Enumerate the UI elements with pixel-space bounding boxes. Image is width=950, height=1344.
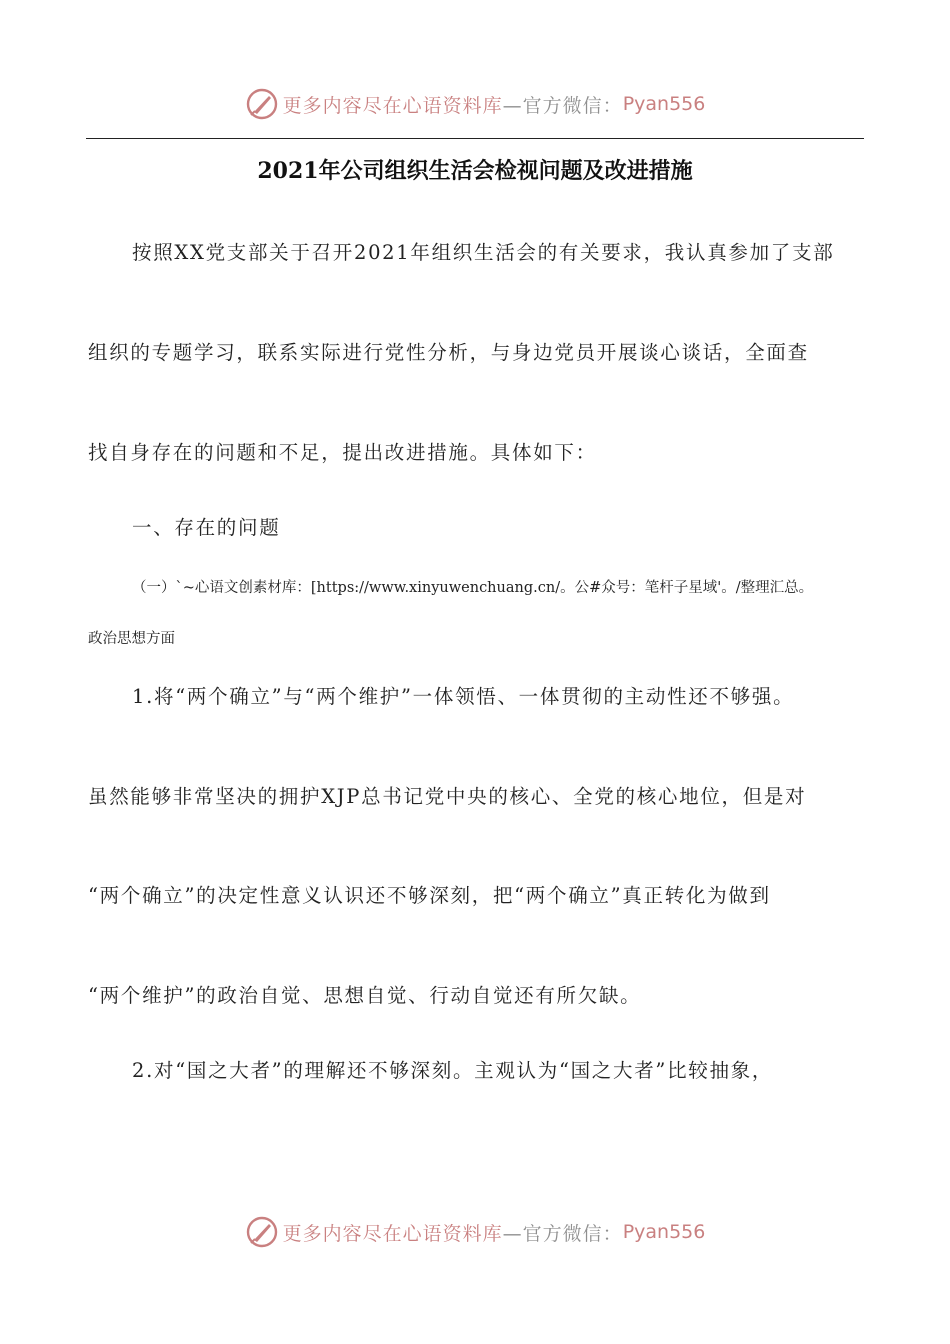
subsection-heading: （一）`~心语文创素材库：[https://www.xinyuwenchuang.cn/。公#众号：笔杆子星域'。/整理汇总。 xyxy=(132,580,814,596)
footer-brand-id: Pyan556 xyxy=(622,1221,706,1243)
header-brand-sub: —官方微信： xyxy=(502,94,623,117)
footer-brand-text: 更多内容尽在心语资料库 xyxy=(282,1222,503,1245)
paragraph-line: 找自身存在的问题和不足，提出改进措施。具体如下： xyxy=(88,441,597,464)
section-heading: 一、存在的问题 xyxy=(132,516,281,539)
paragraph-line: 2.对“国之大者”的理解还不够深刻。主观认为“国之大者”比较抽象， xyxy=(132,1059,774,1082)
paragraph-line: 虽然能够非常坚决的拥护XJP总书记党中央的核心、全党的核心地位，但是对 xyxy=(88,785,807,808)
header-brand-id: Pyan556 xyxy=(622,93,706,115)
paragraph-line: 按照XX党支部关于召开2021年组织生活会的有关要求，我认真参加了支部 xyxy=(132,241,835,264)
page-footer xyxy=(0,1212,950,1252)
paragraph-line: “两个确立”的决定性意义认识还不够深刻，把“两个确立”真正转化为做到 xyxy=(88,884,771,907)
quill-logo-icon xyxy=(245,1215,279,1249)
paragraph-line: 1.将“两个确立”与“两个维护”一体领悟、一体贯彻的主动性还不够强。 xyxy=(132,685,795,708)
paragraph-line: “两个维护”的政治自觉、思想自觉、行动自觉还有所欠缺。 xyxy=(88,984,642,1007)
paragraph-line: 组织的专题学习，联系实际进行党性分析，与身边党员开展谈心谈话，全面查 xyxy=(88,341,809,364)
footer-brand-sub: —官方微信： xyxy=(502,1222,623,1245)
subsection-heading-continued: 政治思想方面 xyxy=(88,631,175,647)
header-brand-text: 更多内容尽在心语资料库 xyxy=(282,94,503,117)
page-header xyxy=(0,84,950,124)
header-rule xyxy=(86,138,864,139)
document-title: 2021年公司组织生活会检视问题及改进措施 xyxy=(257,158,693,184)
quill-logo-icon xyxy=(245,87,279,121)
